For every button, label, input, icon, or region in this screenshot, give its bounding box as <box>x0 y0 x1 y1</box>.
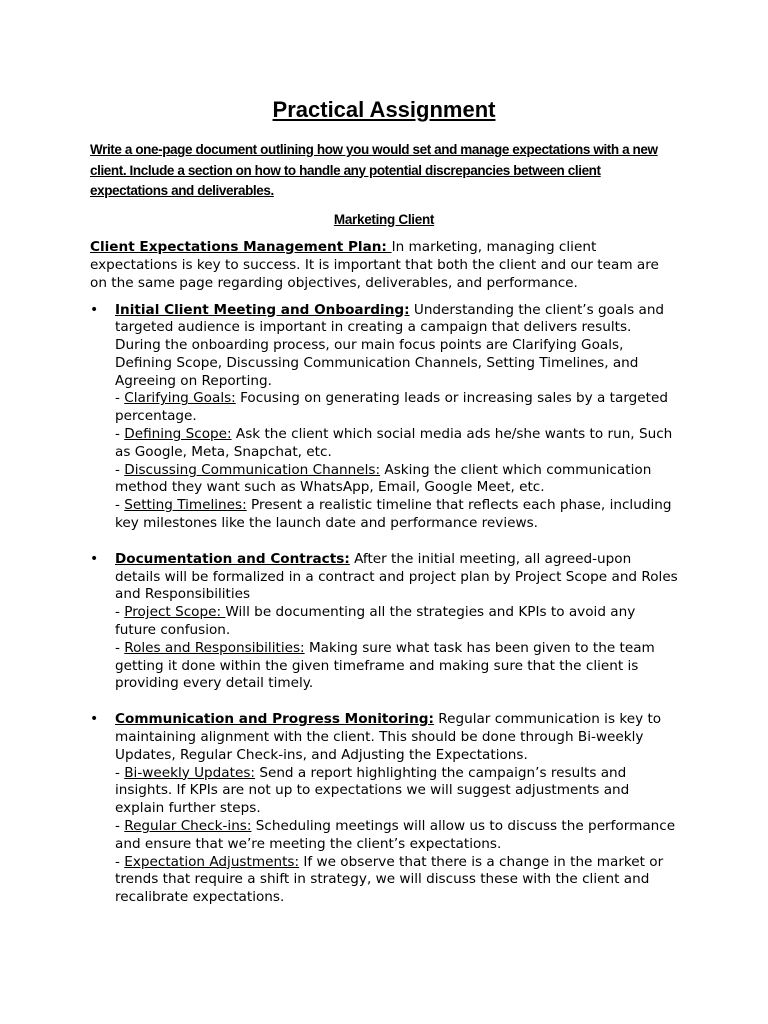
section-body: Regular communication is key to maintaining alignment with the client. This should be done through Bi-weekly Updates, Regular Check-ins, and Adjusting the Expectations. <box>115 711 662 763</box>
bullet-icon: • <box>90 711 99 728</box>
sub-item <box>115 497 678 533</box>
intro-lead: Client Expectations Management Plan: <box>90 238 392 255</box>
sub-text: Will be documenting all the strategies and KPIs to avoid any future confusion. <box>115 604 636 639</box>
sub-term: Project Scope: <box>124 604 226 621</box>
sub-prefix: - <box>115 497 125 514</box>
sub-prefix: - <box>115 604 125 621</box>
sub-prefix: - <box>115 764 125 781</box>
section-body: After the initial meeting, all agreed-upon details will be formalized in a contract and project plan by Project Scope and Roles and Responsibilities <box>115 550 678 603</box>
sub-text: Making sure what task has been given to the team getting it done within the given timeframe and making sure that the client is providing every detail timely. <box>115 639 655 692</box>
sub-item <box>115 462 678 498</box>
sub-term: Clarifying Goals: <box>124 390 236 407</box>
section-onboarding <box>90 302 678 533</box>
sub-item <box>115 854 678 907</box>
section-communication <box>90 711 678 907</box>
sub-prefix: - <box>115 853 125 870</box>
sub-prefix: - <box>115 818 125 835</box>
sections-list <box>90 302 678 908</box>
assignment-prompt: Write a one-page document outlining how you would set and manage expectations with a new client. Include a section on how to handle any potential discrepancies between client expectations and deliverables. <box>90 142 658 198</box>
sub-text: If we observe that there is a change in the market or trends that require a shift in strategy, we will discuss these with the client and recalibrate expectations. <box>115 853 664 906</box>
sub-text: Scheduling meetings will allow us to discuss the performance and ensure that we’re meeting the client’s expectations. <box>115 818 676 852</box>
sub-prefix: - <box>115 639 125 656</box>
page-title: Practical Assignment <box>272 97 496 122</box>
section-heading: Communication and Progress Monitoring: <box>115 711 434 728</box>
sub-text: Focusing on generating leads or increasing sales by a targeted percentage. <box>115 390 668 425</box>
sub-item <box>115 390 678 426</box>
intro-paragraph <box>90 238 678 292</box>
section-documentation <box>90 551 678 693</box>
sub-text: Present a realistic timeline that reflects each phase, including key milestones like the launch date and performance reviews. <box>115 497 672 532</box>
section-heading: Documentation and Contracts: <box>115 550 350 567</box>
sub-term: Setting Timelines: <box>124 497 247 514</box>
sub-prefix: - <box>115 461 125 478</box>
sub-item <box>115 426 678 462</box>
sub-item <box>115 818 678 854</box>
sub-item <box>115 765 678 818</box>
intro-text: In marketing, managing client expectations is key to success. It is important that both the client and our team are on the same page regarding objectives, deliverables, and performance. <box>90 238 659 291</box>
sub-item <box>115 604 678 640</box>
sub-text: Asking the client which communication method they want such as WhatsApp, Email, Google Meet, etc. <box>115 461 652 496</box>
sub-term: Regular Check-ins: <box>124 818 252 835</box>
document-subtitle: Marketing Client <box>333 211 435 227</box>
bullet-icon: • <box>90 301 99 318</box>
sub-term: Roles and Responsibilities: <box>124 639 305 656</box>
sub-text: Send a report highlighting the campaign’s results and insights. If KPIs are not up to expectations we will suggest adjustments and explain further steps. <box>115 764 630 817</box>
sub-prefix: - <box>115 426 125 443</box>
sub-prefix: - <box>115 390 125 407</box>
section-heading: Initial Client Meeting and Onboarding: <box>115 301 410 318</box>
section-body: Understanding the client’s goals and targeted audience is important in creating a campaign that delivers results. During the onboarding process, our main focus points are Clarifying Goals, Defining Scope, Discussing Communication Channels, Setting Timelines, and Agreeing on Reporting. <box>115 301 665 389</box>
sub-term: Bi-weekly Updates: <box>124 764 255 781</box>
bullet-icon: • <box>90 550 99 567</box>
sub-text: Ask the client which social media ads he/she wants to run, Such as Google, Meta, Snapchat, etc. <box>115 426 673 460</box>
sub-item <box>115 640 678 693</box>
sub-term: Discussing Communication Channels: <box>124 461 381 478</box>
sub-term: Defining Scope: <box>124 426 232 443</box>
sub-term: Expectation Adjustments: <box>124 853 300 870</box>
